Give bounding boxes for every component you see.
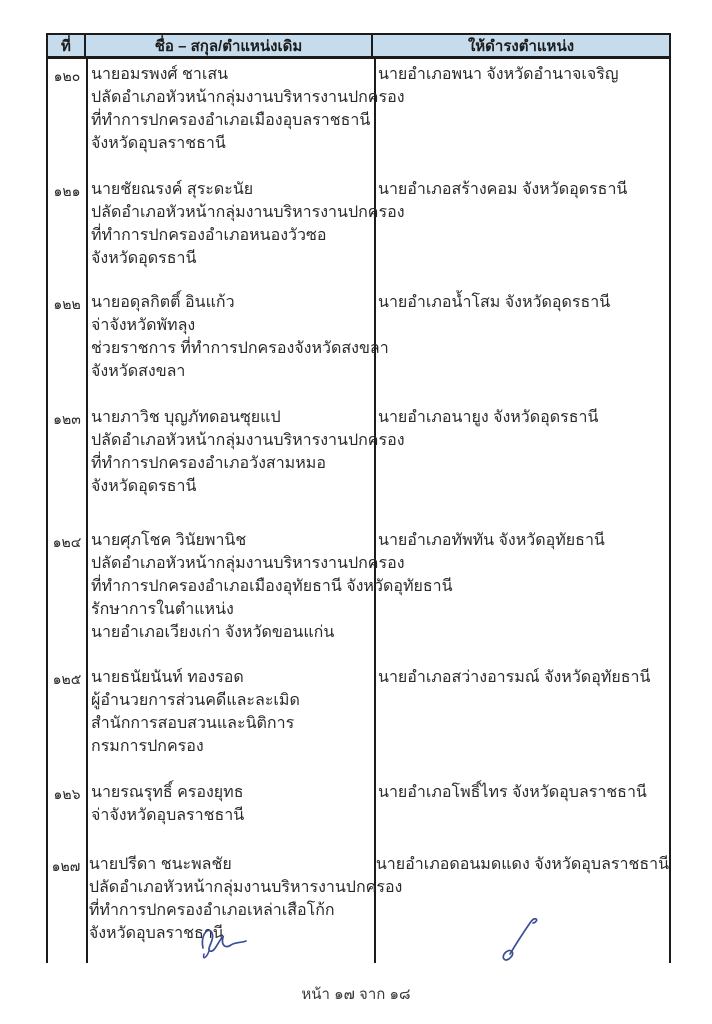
page-number-footer: หน้า ๑๗ จาก ๑๘	[301, 986, 411, 1003]
former-position-line: จ่าจังหวัดพัทลุง	[91, 317, 196, 334]
table-row	[48, 291, 669, 383]
former-position-cell	[86, 529, 453, 644]
former-position-line: ช่วยราชการ ที่ทำการปกครองจังหวัดสงขลา	[91, 340, 389, 357]
new-position: นายอำเภอสว่างอารมณ์ จังหวัดอุทัยธานี	[378, 669, 651, 686]
row-number: ๑๒๔	[52, 534, 82, 550]
handwritten-check-mark	[500, 910, 542, 966]
former-position-line: ปลัดอำเภอหัวหน้ากลุ่มงานบริหารงานปกครอง	[91, 432, 405, 449]
former-position-line: รักษาการในตำแหน่ง	[91, 601, 234, 618]
new-position: นายอำเภอทัพทัน จังหวัดอุทัยธานี	[378, 532, 605, 549]
former-position-line: สำนักการสอบสวนและนิติการ	[91, 715, 295, 732]
former-position-line: ที่ทำการปกครองอำเภอเมืองอุทัยธานี จังหวัดอุทัยธานี	[91, 578, 453, 595]
former-position-line: ที่ทำการปกครองอำเภอวังสามหมอ	[91, 455, 326, 472]
former-position-cell	[86, 406, 405, 498]
person-name: นายอดุลกิตติ์ อินแก้ว	[91, 294, 235, 311]
new-position: นายอำเภอน้ำโสม จังหวัดอุดรธานี	[378, 294, 611, 311]
table-row	[48, 406, 669, 498]
header-new-position: ให้ดำรงตำแหน่ง	[467, 37, 575, 55]
person-name: นายธนัยนันท์ ทองรอด	[91, 669, 244, 686]
personnel-table	[46, 33, 671, 963]
table-header-row	[46, 33, 671, 59]
new-position: นายอำเภอดอนมดแดง จังหวัดอุบลราชธานี	[375, 856, 669, 873]
new-position-cell	[373, 529, 669, 644]
new-position: นายอำเภอนายูง จังหวัดอุดรธานี	[378, 409, 599, 426]
header-name-former-position: ชื่อ – สกุล/ตำแหน่งเดิม	[86, 35, 373, 56]
former-position-line: นายอำเภอเวียงเก่า จังหวัดขอนแก่น	[91, 624, 335, 641]
former-position-line: ที่ทำการปกครองอำเภอเมืองอุบลราชธานี	[91, 112, 371, 129]
table-row	[48, 178, 669, 270]
table-row	[48, 666, 669, 758]
new-position-cell	[373, 291, 669, 383]
former-position-line: ปลัดอำเภอหัวหน้ากลุ่มงานบริหารงานปกครอง	[88, 879, 403, 896]
person-name: นายรณรุทธิ์ ครองยุทธ	[91, 784, 244, 801]
row-number: ๑๒๕	[52, 671, 82, 687]
former-position-line: จังหวัดอุดรธานี	[91, 250, 197, 267]
person-name: นายชัยณรงค์ สุระดะนัย	[91, 181, 254, 198]
new-position: นายอำเภอพนา จังหวัดอำนาจเจริญ	[378, 66, 619, 83]
former-position-line: จังหวัดสงขลา	[91, 363, 186, 380]
former-position-line: จังหวัดอุบลราชธานี	[88, 925, 224, 942]
new-position-cell	[373, 178, 669, 270]
row-number: ๑๒๖	[53, 786, 81, 802]
person-name: นายภาวิช บุญภัทดอนซุยแป	[91, 409, 281, 426]
former-position-line: ปลัดอำเภอหัวหน้ากลุ่มงานบริหารงานปกครอง	[91, 89, 405, 106]
table-row	[48, 529, 669, 644]
new-position: นายอำเภอสร้างคอม จังหวัดอุดรธานี	[378, 181, 628, 198]
person-name: นายศุภโชค วินัยพานิช	[91, 532, 247, 549]
former-position-line: จังหวัดอุดรธานี	[91, 478, 197, 495]
table-row	[48, 781, 669, 827]
table-row	[48, 853, 669, 945]
former-position-cell	[86, 291, 389, 383]
row-number: ๑๒๑	[53, 183, 81, 199]
row-number: ๑๒๗	[51, 858, 81, 874]
former-position-line: จังหวัดอุบลราชธานี	[91, 135, 226, 152]
header-no: ที่	[48, 35, 86, 56]
former-position-line: กรมการปกครอง	[91, 738, 204, 755]
former-position-line: ปลัดอำเภอหัวหน้ากลุ่มงานบริหารงานปกครอง	[91, 204, 405, 221]
former-position-line: ปลัดอำเภอหัวหน้ากลุ่มงานบริหารงานปกครอง	[91, 555, 405, 572]
table-row	[48, 63, 669, 155]
person-name: นายปรีดา ชนะพลชัย	[88, 856, 232, 873]
former-position-line: จ่าจังหวัดอุบลราชธานี	[91, 807, 245, 824]
new-position-cell	[373, 781, 669, 827]
handwritten-initials-mark	[196, 920, 252, 962]
row-number: ๑๒๐	[53, 68, 81, 84]
row-number: ๑๒๓	[53, 411, 81, 427]
new-position: นายอำเภอโพธิ์ไทร จังหวัดอุบลราชธานี	[378, 784, 647, 801]
new-position-cell	[373, 666, 669, 758]
former-position-cell	[86, 63, 405, 155]
former-position-cell	[86, 666, 373, 758]
table-body	[46, 59, 671, 963]
former-position-cell	[86, 781, 373, 827]
new-position-cell	[373, 63, 669, 155]
person-name: นายอมรพงศ์ ชาเสน	[91, 66, 229, 83]
former-position-line: ที่ทำการปกครองอำเภอเหล่าเสือโก้ก	[88, 902, 335, 919]
row-number: ๑๒๒	[53, 296, 81, 312]
former-position-cell	[86, 178, 405, 270]
new-position-cell	[373, 406, 669, 498]
former-position-line: ผู้อำนวยการส่วนคดีและละเมิด	[91, 692, 300, 709]
former-position-line: ที่ทำการปกครองอำเภอหนองวัวซอ	[91, 227, 327, 244]
